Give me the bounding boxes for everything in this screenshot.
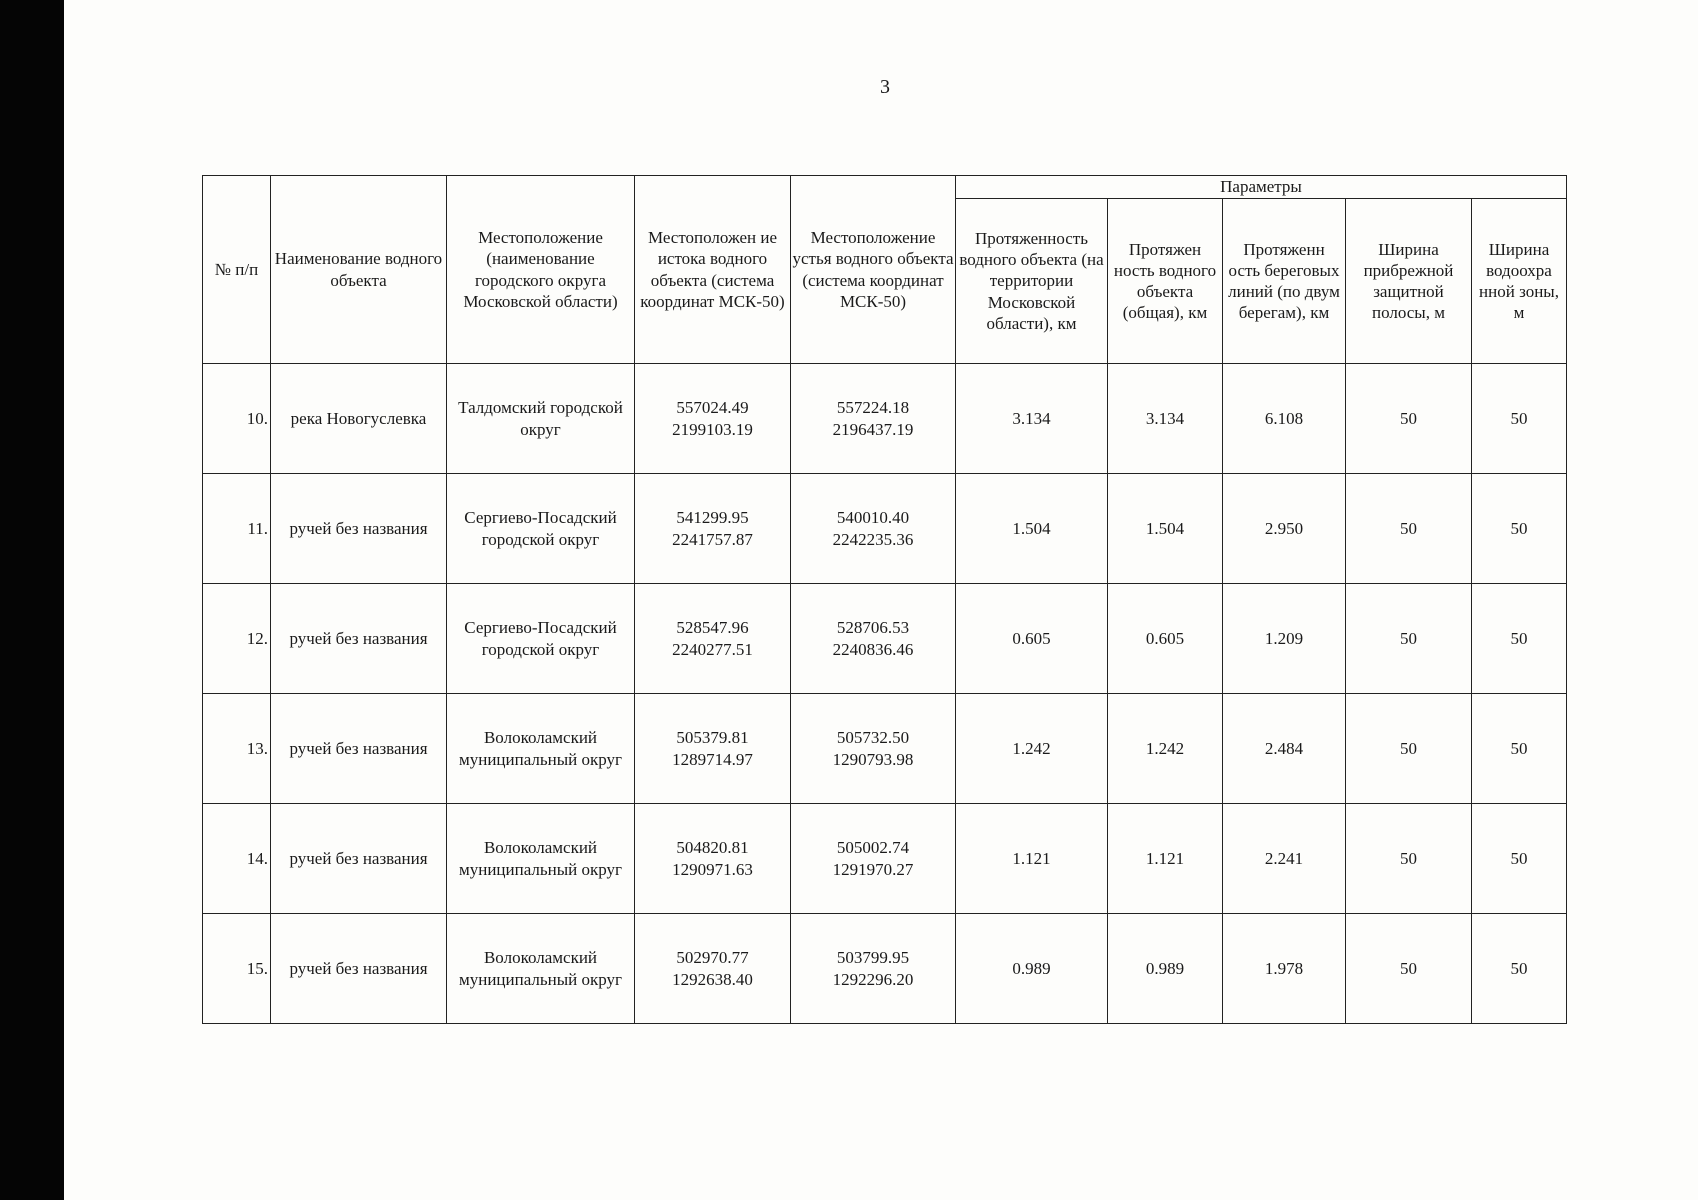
table-row (203, 804, 1567, 914)
row-num: 14. (203, 804, 271, 914)
length-total-value: 0.989 (1108, 914, 1223, 1024)
mouth-coordinates (791, 474, 956, 584)
water-object-name: река Новогуслевка (271, 364, 447, 474)
table-row (203, 914, 1567, 1024)
location-name: Талдомский городской округ (447, 364, 635, 474)
source-coordinates (635, 804, 791, 914)
source-y: 2240277.51 (672, 639, 753, 659)
protection-zone-value: 50 (1472, 804, 1567, 914)
header-name: Наименование водного объекта (271, 176, 447, 364)
protection-zone-value: 50 (1472, 914, 1567, 1024)
coastal-strip-value: 50 (1346, 364, 1472, 474)
source-x: 528547.96 (676, 618, 749, 638)
coastal-strip-value: 50 (1346, 694, 1472, 804)
table-row (203, 694, 1567, 804)
length-total-value: 1.121 (1108, 804, 1223, 914)
mouth-y: 1292296.20 (832, 969, 914, 989)
water-object-name: ручей без названия (271, 694, 447, 804)
source-x: 502970.77 (676, 948, 749, 968)
length-moscow-value: 0.605 (956, 584, 1108, 694)
mouth-y: 1291970.27 (832, 859, 914, 879)
length-moscow-value: 1.242 (956, 694, 1108, 804)
length-total-value: 0.605 (1108, 584, 1223, 694)
header-source: Местоположен ие истока водного объекта (система координат МСК-50) (635, 176, 791, 364)
length-total-value: 1.242 (1108, 694, 1223, 804)
mouth-coordinates (791, 804, 956, 914)
source-y: 1292638.40 (672, 969, 753, 989)
water-objects-table (202, 175, 1567, 1024)
shoreline-value: 2.241 (1223, 804, 1346, 914)
length-total-value: 3.134 (1108, 364, 1223, 474)
water-object-name: ручей без названия (271, 804, 447, 914)
mouth-x: 505002.74 (836, 838, 910, 858)
protection-zone-value: 50 (1472, 694, 1567, 804)
source-y: 1290971.63 (672, 859, 753, 879)
header-length-total: Протяжен ность водного объекта (общая), км (1108, 199, 1223, 364)
header-protection-zone: Ширина водоохра нной зоны, м (1472, 199, 1567, 364)
coastal-strip-value: 50 (1346, 914, 1472, 1024)
row-num: 10. (203, 364, 271, 474)
header-mouth: Местоположение устья водного объекта (система координат МСК-50) (791, 176, 956, 364)
coastal-strip-value: 50 (1346, 474, 1472, 584)
mouth-y: 2196437.19 (832, 419, 914, 439)
mouth-x: 505732.50 (836, 728, 910, 748)
location-name: Волоколамский муниципальный округ (447, 694, 635, 804)
length-moscow-value: 1.121 (956, 804, 1108, 914)
source-coordinates (635, 584, 791, 694)
source-y: 2241757.87 (672, 529, 753, 549)
header-num: № п/п (203, 176, 271, 364)
source-y: 2199103.19 (672, 419, 753, 439)
source-coordinates (635, 474, 791, 584)
length-moscow-value: 3.134 (956, 364, 1108, 474)
header-location: Местоположение (наименование городского округа Московской области) (447, 176, 635, 364)
source-x: 504820.81 (676, 838, 749, 858)
shoreline-value: 2.950 (1223, 474, 1346, 584)
water-object-name: ручей без названия (271, 474, 447, 584)
water-object-name: ручей без названия (271, 584, 447, 694)
location-name: Волоколамский муниципальный округ (447, 804, 635, 914)
source-coordinates (635, 694, 791, 804)
mouth-y: 2240836.46 (832, 639, 914, 659)
protection-zone-value: 50 (1472, 364, 1567, 474)
table-row (203, 474, 1567, 584)
mouth-x: 528706.53 (836, 618, 910, 638)
table-row (203, 584, 1567, 694)
row-num: 13. (203, 694, 271, 804)
source-y: 1289714.97 (672, 749, 753, 769)
header-coastal-strip: Ширина прибрежной защитной полосы, м (1346, 199, 1472, 364)
source-x: 541299.95 (676, 508, 749, 528)
mouth-coordinates (791, 914, 956, 1024)
length-total-value: 1.504 (1108, 474, 1223, 584)
shoreline-value: 2.484 (1223, 694, 1346, 804)
header-length-moscow: Протяженность водного объекта (на территории Московской области), км (956, 199, 1108, 364)
source-x: 557024.49 (676, 398, 749, 418)
row-num: 12. (203, 584, 271, 694)
mouth-y: 2242235.36 (832, 529, 914, 549)
coastal-strip-value: 50 (1346, 804, 1472, 914)
shoreline-value: 1.209 (1223, 584, 1346, 694)
mouth-coordinates (791, 364, 956, 474)
page-number: 3 (880, 76, 890, 98)
row-num: 15. (203, 914, 271, 1024)
scan-dark-edge (0, 0, 64, 1200)
location-name: Волоколамский муниципальный округ (447, 914, 635, 1024)
length-moscow-value: 1.504 (956, 474, 1108, 584)
shoreline-value: 6.108 (1223, 364, 1346, 474)
water-object-name: ручей без названия (271, 914, 447, 1024)
source-coordinates (635, 364, 791, 474)
protection-zone-value: 50 (1472, 584, 1567, 694)
coastal-strip-value: 50 (1346, 584, 1472, 694)
mouth-y: 1290793.98 (832, 749, 914, 769)
protection-zone-value: 50 (1472, 474, 1567, 584)
mouth-coordinates (791, 694, 956, 804)
location-name: Сергиево-Посадский городской округ (447, 474, 635, 584)
header-shoreline: Протяженн ость береговых линий (по двум берегам), км (1223, 199, 1346, 364)
source-coordinates (635, 914, 791, 1024)
row-num: 11. (203, 474, 271, 584)
mouth-x: 540010.40 (836, 508, 910, 528)
mouth-x: 557224.18 (836, 398, 910, 418)
source-x: 505379.81 (676, 728, 749, 748)
header-parameters: Параметры (956, 176, 1567, 199)
mouth-x: 503799.95 (836, 948, 910, 968)
table-row (203, 364, 1567, 474)
mouth-coordinates (791, 584, 956, 694)
length-moscow-value: 0.989 (956, 914, 1108, 1024)
location-name: Сергиево-Посадский городской округ (447, 584, 635, 694)
shoreline-value: 1.978 (1223, 914, 1346, 1024)
